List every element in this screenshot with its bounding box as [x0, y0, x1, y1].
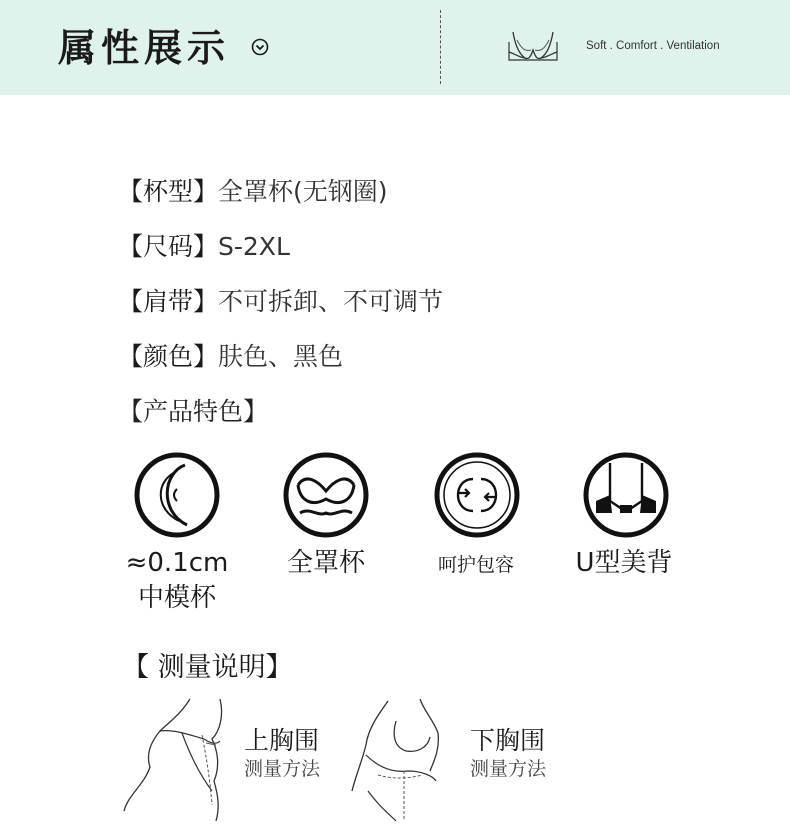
feature-label: U型美背 — [575, 548, 673, 578]
attr-key: 【杯型】 — [118, 177, 219, 206]
chevron-down-icon — [251, 38, 269, 56]
measure-title: 上胸围 — [244, 726, 320, 755]
measure-subtitle: 测量方法 — [244, 758, 321, 780]
header-banner — [0, 0, 790, 95]
measure-heading: 【 测量说明】 — [122, 652, 293, 683]
attr-value: 肤色、黑色 — [218, 342, 344, 371]
feature-label: 中模杯 — [137, 583, 216, 613]
features-heading: 【产品特色】 — [118, 397, 269, 426]
upper-bust-sketch — [120, 695, 240, 825]
wrap-arrows-icon — [433, 451, 521, 539]
cup-thickness-icon — [133, 451, 221, 539]
brand-tagline: Soft . Comfort . Ventilation — [586, 40, 720, 52]
u-back-icon — [582, 451, 670, 539]
feature-label: 呵护包容 — [437, 554, 514, 576]
attr-value: S-2XL — [218, 232, 290, 261]
full-coverage-icon — [282, 451, 370, 539]
attr-key: 【颜色】 — [118, 342, 219, 371]
bra-icon — [505, 28, 561, 68]
attr-row-cup-type — [118, 175, 388, 209]
page-title: 属性展示 — [58, 26, 231, 70]
measure-title: 下胸围 — [470, 726, 546, 755]
header-divider — [440, 10, 441, 84]
measure-subtitle: 测量方法 — [470, 758, 547, 780]
feature-label: 全罩杯 — [286, 548, 365, 578]
attr-row-color — [118, 340, 343, 374]
lower-bust-sketch — [348, 695, 468, 825]
attr-key: 【尺码】 — [118, 232, 219, 261]
attr-row-size — [118, 230, 290, 264]
attr-key: 【肩带】 — [118, 287, 219, 316]
attr-value: 不可拆卸、不可调节 — [218, 287, 444, 316]
feature-label: ≈0.1cm — [125, 548, 229, 578]
attr-row-strap — [118, 285, 443, 319]
attr-value: 全罩杯(无钢圈) — [218, 177, 388, 206]
